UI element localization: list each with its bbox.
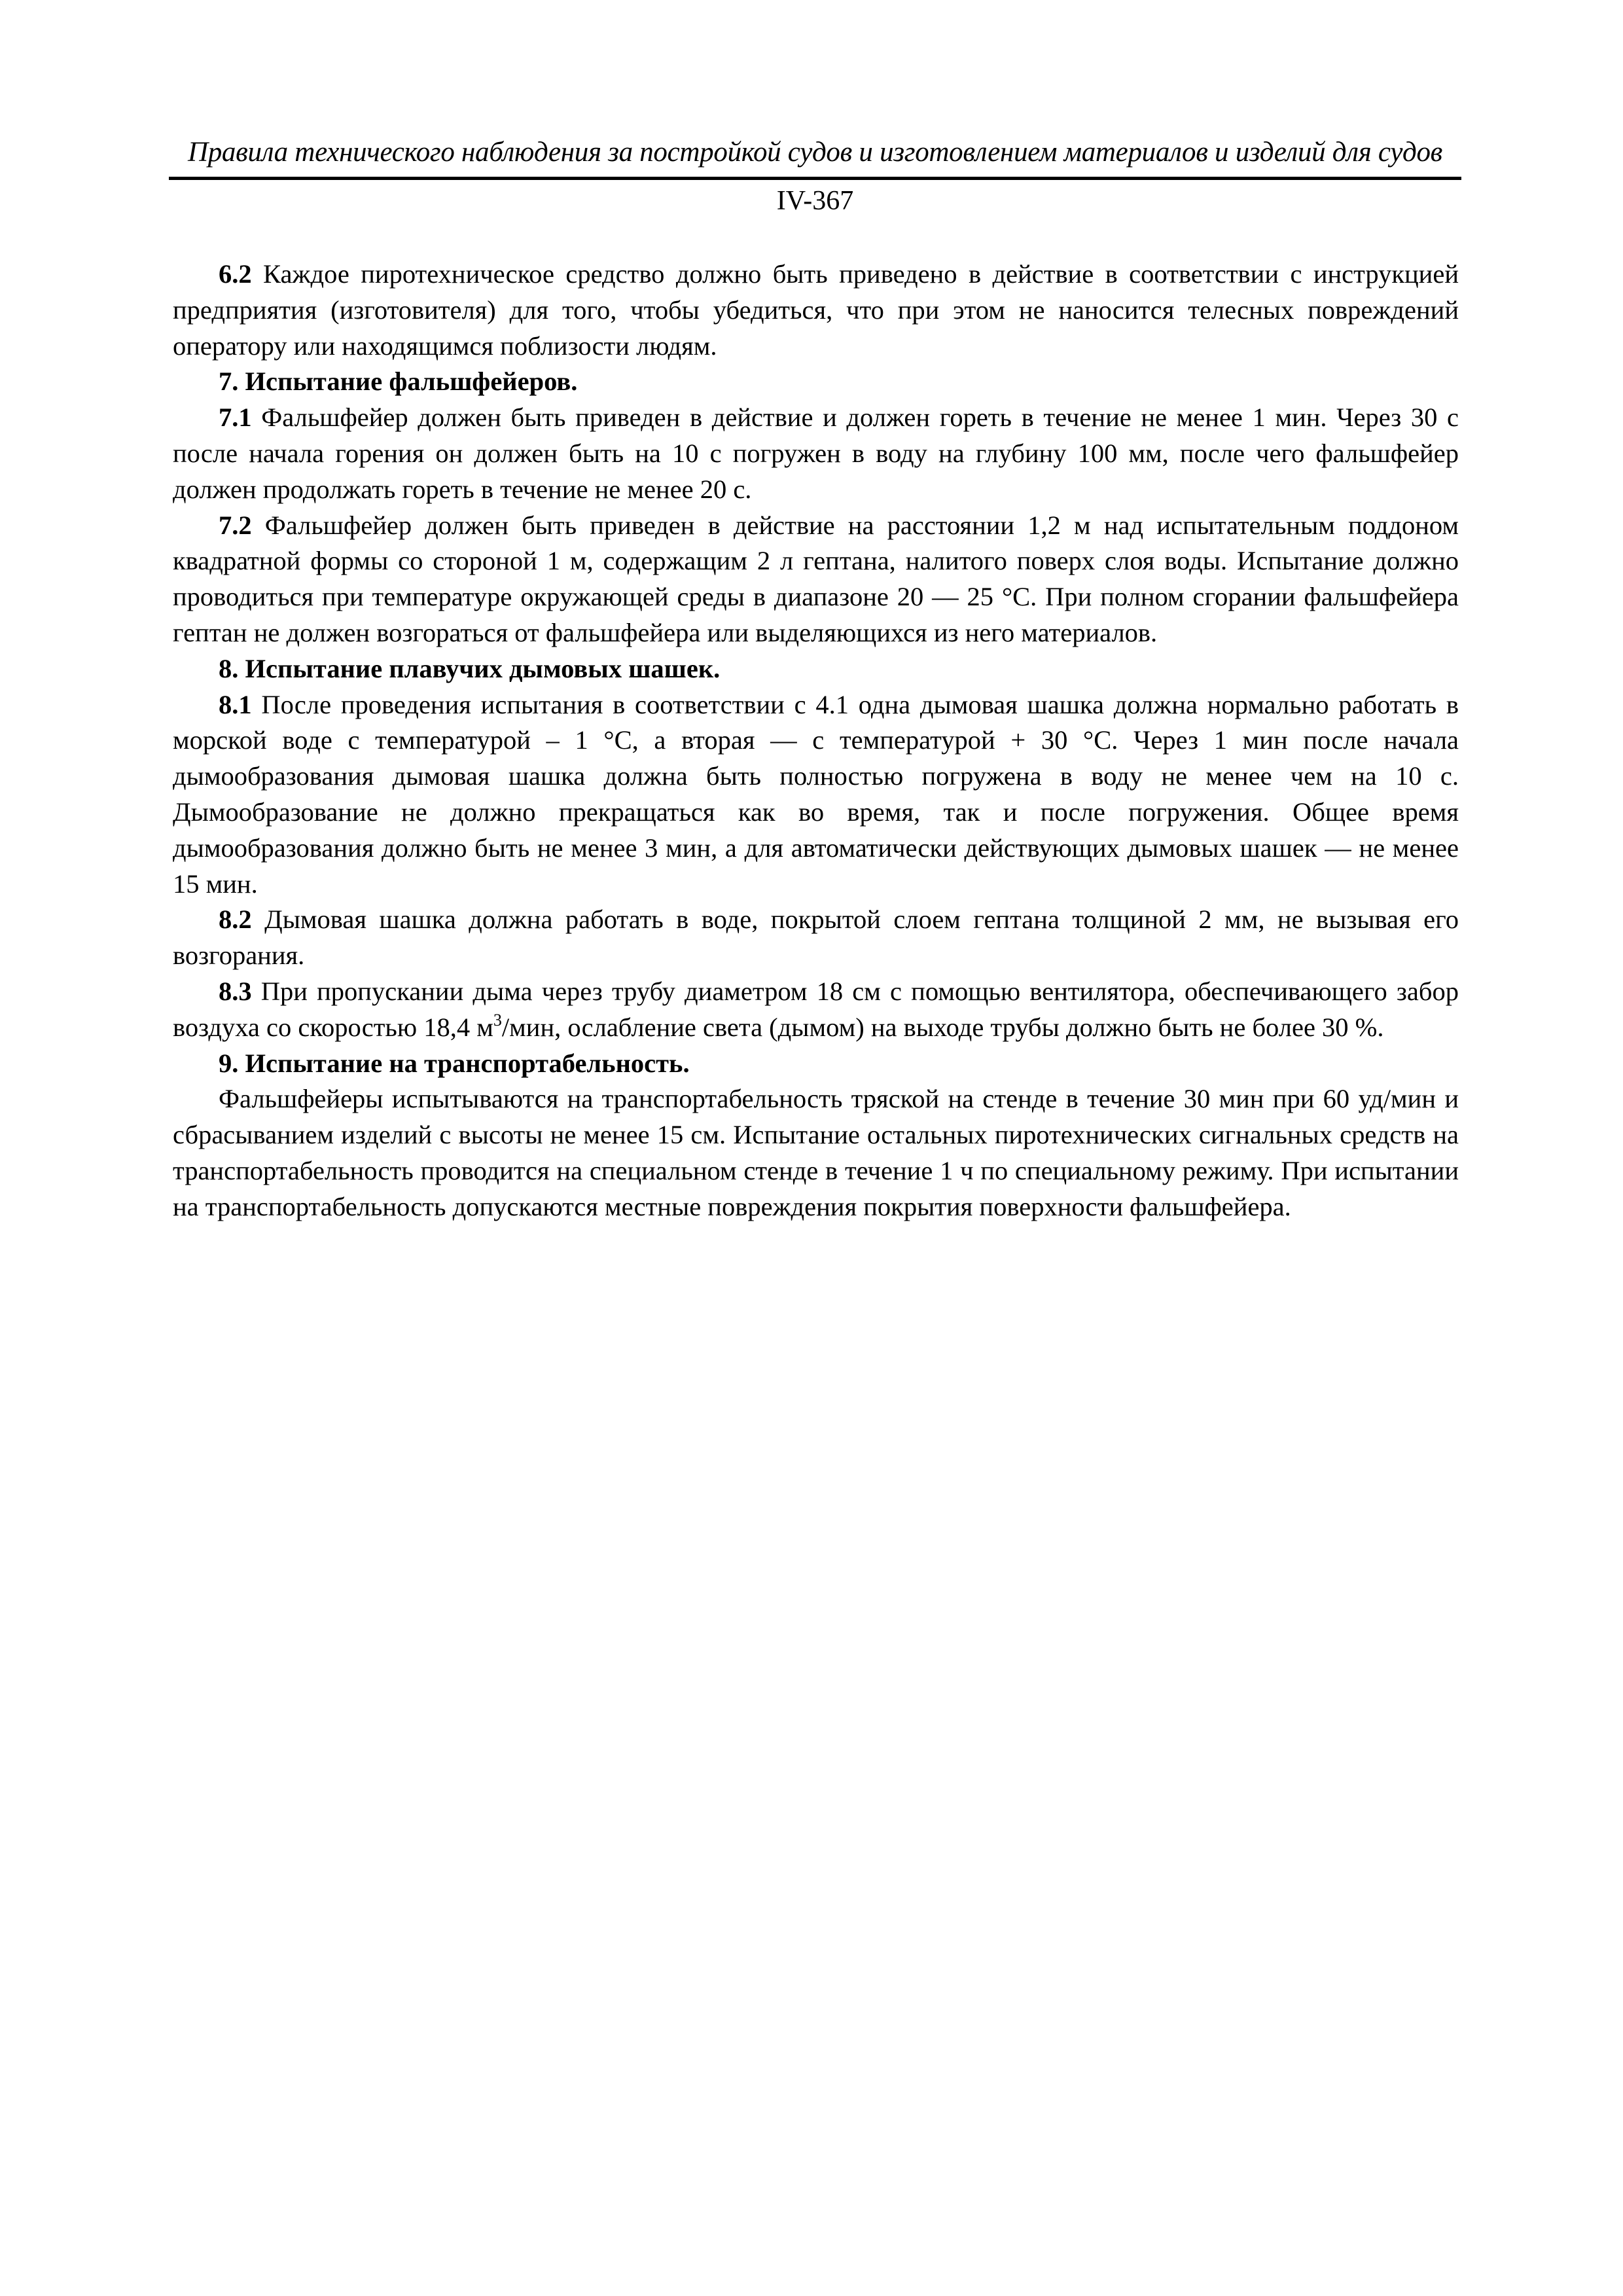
header-divider xyxy=(169,177,1461,180)
clause-number: 7.1 xyxy=(219,403,252,433)
section-heading-8: 8. Испытание плавучих дымовых шашек. xyxy=(219,653,721,683)
clause-number: 8.2 xyxy=(219,905,252,935)
clause-number: 8.1 xyxy=(219,689,252,719)
clause-text: Фальшфейер должен быть приведен в действие на расстоянии 1,2 м над испытательным поддоном квадратной формы со стороной 1 м, содержащим 2 л гептана, налитого поверх слоя воды. Испытание должно проводиться при температуре окружающей среды в диапазоне 20 — 25 °С. При полном сгорании фальшфейера гептан не должен возгораться от фальшфейера или выделяющихся из него материалов. xyxy=(173,510,1459,647)
paragraph-6-2 xyxy=(173,257,1459,364)
page-number: IV-367 xyxy=(776,186,854,216)
paragraph-7-2 xyxy=(173,508,1459,651)
paragraph-9: Фальшфейеры испытываются на транспортабельность тряской на стенде в течение 30 мин при 60 уд/мин и сбрасыванием изделий с высоты не менее 15 см. Испытание остальных пиротехнических сигнальных средств на транспортабельность проводится на специальном стенде в течение 1 ч по специальному режиму. При испытании на транспортабельность допускаются местные повреждения покрытия поверхности фальшфейера. xyxy=(173,1084,1459,1221)
section-heading-7: 7. Испытание фальшфейеров. xyxy=(219,367,578,397)
clause-number: 6.2 xyxy=(219,259,252,289)
paragraph-8-3 xyxy=(173,974,1459,1046)
clause-text: Каждое пиротехническое средство должно быть приведено в действие в соответствии с инструкцией предприятия (изготовителя) для того, чтобы убедиться, что при этом не наносится телесных повреждений оператору или находящимся поблизости людям. xyxy=(173,259,1459,361)
clause-text-continued: /мин, ослабление света (дымом) на выходе трубы должно быть не более 30 %. xyxy=(501,1012,1384,1042)
clause-text: Дымовая шашка должна работать в воде, покрытой слоем гептана толщиной 2 мм, не вызывая его возгорания. xyxy=(173,905,1459,971)
clause-text: Фальшфейер должен быть приведен в действие и должен гореть в течение не менее 1 мин. Через 30 с после начала горения он должен быть на 10 с погружен в воду на глубину 100 мм, после чего фальшфейер должен продолжать гореть в течение не менее 20 с. xyxy=(173,403,1459,504)
clause-number: 8.3 xyxy=(219,976,252,1006)
clause-text: После проведения испытания в соответствии с 4.1 одна дымовая шашка должна нормально работать в морской воде с температурой – 1 °С, а вторая — с температурой + 30 °С. Через 1 мин после начала дымообразования дымовая шашка должна быть полностью погружена в воду не менее чем на 10 с. Дымообразование не должно прекращаться как во время, так и после погружения. Общее время дымообразования должно быть не менее 3 мин, а для автоматически действующих дымовых шашек — не менее 15 мин. xyxy=(173,689,1459,899)
paragraph-8-1 xyxy=(173,687,1459,903)
body-text xyxy=(173,257,1459,1225)
section-heading-9: 9. Испытание на транспортабельность. xyxy=(219,1048,690,1078)
running-header: Правила технического наблюдения за постройкой судов и изготовлением материалов и изделий для судов xyxy=(187,137,1443,168)
paragraph-8-2 xyxy=(173,902,1459,974)
clause-number: 7.2 xyxy=(219,510,252,540)
clause-text: При пропускании дыма через трубу диаметром 18 см с помощью вентилятора, обеспечивающего забор воздуха со скоростью 18,4 м xyxy=(173,976,1459,1042)
paragraph-7-1 xyxy=(173,400,1459,507)
superscript-exponent: 3 xyxy=(493,1010,502,1030)
